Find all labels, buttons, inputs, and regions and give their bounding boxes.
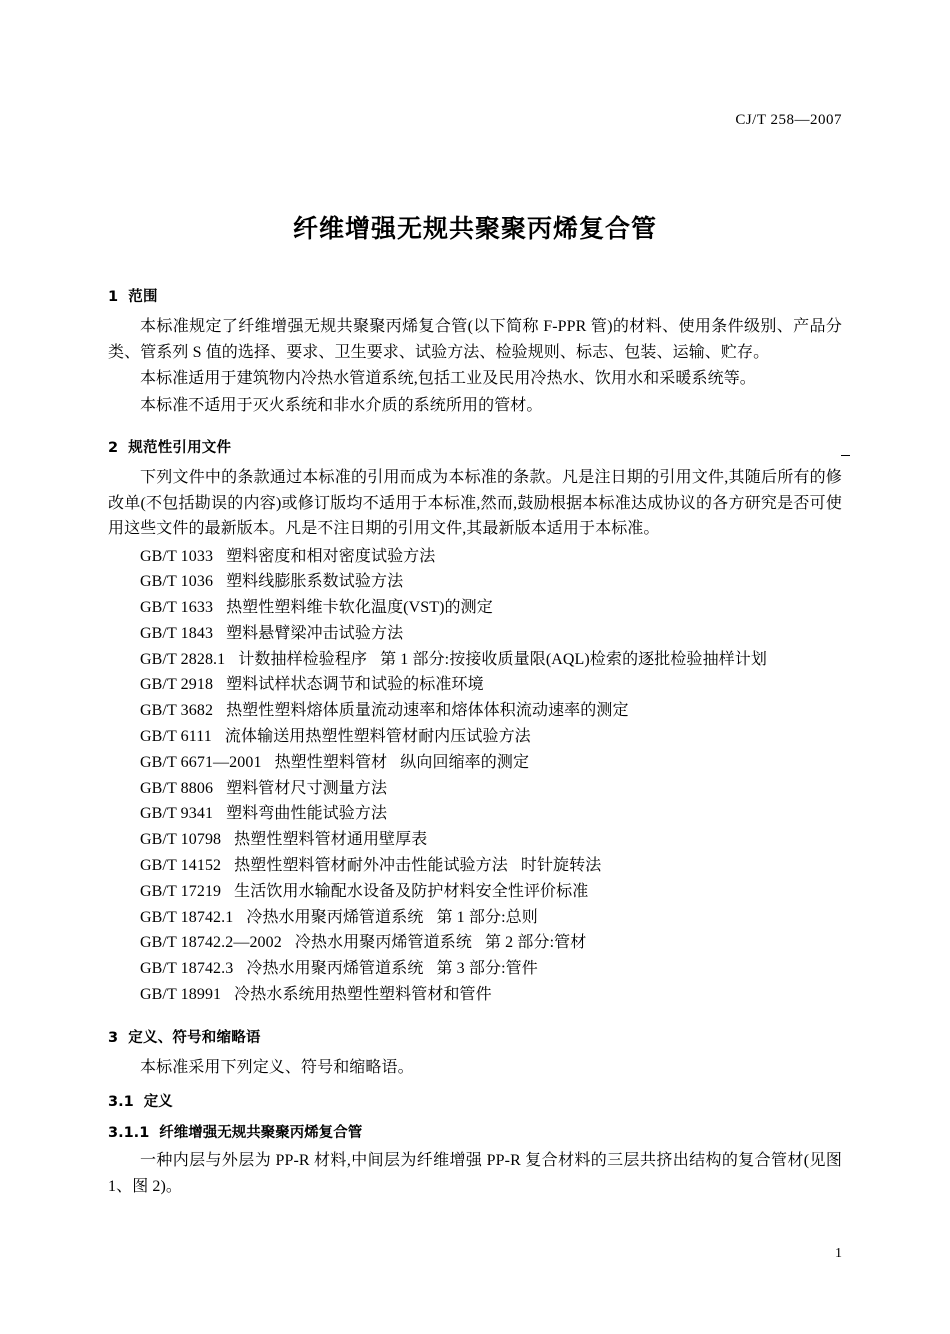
list-item: GB/T 6111 流体输送用热塑性塑料管材耐内压试验方法 <box>140 728 531 746</box>
list-item: GB/T 17219 生活饮用水输配水设备及防护材料安全性评价标准 <box>140 882 589 900</box>
page-number: 1 <box>835 1246 842 1261</box>
normative-reference-list <box>108 544 842 1008</box>
list-item: GB/T 10798 热塑性塑料管材通用壁厚表 <box>140 831 428 849</box>
subsection-title-3-1: 定义 <box>143 1094 173 1111</box>
subsection-title-3-1-1: 纤维增强无规共聚聚丙烯复合管 <box>159 1125 363 1142</box>
section-number-3: 3 <box>108 1029 119 1046</box>
section-title-2: 规范性引用文件 <box>128 440 232 456</box>
paragraph: 一种内层与外层为 PP-R 材料,中间层为纤维增强 PP-R 复合材料的三层共挤出结构的复合管材(见图 1、图 2)。 <box>108 1152 842 1195</box>
paragraph: 本标准适用于建筑物内冷热水管道系统,包括工业及民用冷热水、饮用水和采暖系统等。 <box>140 370 756 387</box>
subsection-heading-3-1 <box>108 1090 842 1111</box>
page-title: 纤维增强无规共聚聚丙烯复合管 <box>292 213 657 243</box>
list-item: GB/T 1843 塑料悬臂梁冲击试验方法 <box>140 624 404 642</box>
list-item: GB/T 1036 塑料线膨胀系数试验方法 <box>140 573 404 591</box>
section-number-2: 2 <box>108 440 119 456</box>
subsection-number-3-1: 3.1 <box>108 1094 134 1111</box>
subsection-heading-3-1-1 <box>108 1121 842 1142</box>
list-item: GB/T 14152 热塑性塑料管材耐外冲击性能试验方法 时针旋转法 <box>140 857 602 875</box>
list-item: GB/T 1633 热塑性塑料维卡软化温度(VST)的测定 <box>140 599 493 617</box>
section-title-1: 范围 <box>128 289 158 305</box>
paragraph: 本标准规定了纤维增强无规共聚聚丙烯复合管(以下简称 F-PPR 管)的材料、使用条件级别、产品分类、管系列 S 值的选择、要求、卫生要求、试验方法、检验规则、标志、包装、运输、贮存。 <box>108 318 842 361</box>
list-item: GB/T 3682 热塑性塑料熔体质量流动速率和熔体体积流动速率的测定 <box>140 702 629 720</box>
list-item: GB/T 18742.2—2002 冷热水用聚丙烯管道系统 第 2 部分:管材 <box>140 934 587 952</box>
margin-tick-mark <box>841 455 850 456</box>
list-item: GB/T 1033 塑料密度和相对密度试验方法 <box>140 547 436 565</box>
list-item: GB/T 18991 冷热水系统用热塑性塑料管材和管件 <box>140 986 492 1004</box>
standard-code-header: CJ/T 258—2007 <box>735 112 842 128</box>
list-item: GB/T 2828.1 计数抽样检验程序 第 1 部分:按接收质量限(AQL)检索的逐批检验抽样计划 <box>140 650 767 668</box>
section-title-3: 定义、符号和缩略语 <box>128 1029 261 1046</box>
paragraph: 本标准采用下列定义、符号和缩略语。 <box>140 1058 414 1076</box>
section-number-1: 1 <box>108 289 119 305</box>
section-heading-1 <box>108 285 842 306</box>
list-item: GB/T 6671—2001 热塑性塑料管材 纵向回缩率的测定 <box>140 753 530 771</box>
paragraph: 下列文件中的条款通过本标准的引用而成为本标准的条款。凡是注日期的引用文件,其随后所有的修改单(不包括勘误的内容)或修订版均不适用于本标准,然而,鼓励根据本标准达成协议的各方研究是否可使用这些文件的最新版本。凡是不注日期的引用文件,其最新版本适用于本标准。 <box>108 469 842 537</box>
paragraph: 本标准不适用于灭火系统和非水介质的系统所用的管材。 <box>140 396 543 414</box>
list-item: GB/T 18742.1 冷热水用聚丙烯管道系统 第 1 部分:总则 <box>140 908 538 926</box>
list-item: GB/T 9341 塑料弯曲性能试验方法 <box>140 805 388 823</box>
list-item: GB/T 18742.3 冷热水用聚丙烯管道系统 第 3 部分:管件 <box>140 960 538 978</box>
list-item: GB/T 2918 塑料试样状态调节和试验的标准环境 <box>140 676 484 694</box>
document-body <box>108 285 842 1200</box>
list-item: GB/T 8806 塑料管材尺寸测量方法 <box>140 779 388 797</box>
section-heading-3 <box>108 1026 842 1047</box>
subsection-number-3-1-1: 3.1.1 <box>108 1125 150 1142</box>
section-heading-2 <box>108 436 842 457</box>
